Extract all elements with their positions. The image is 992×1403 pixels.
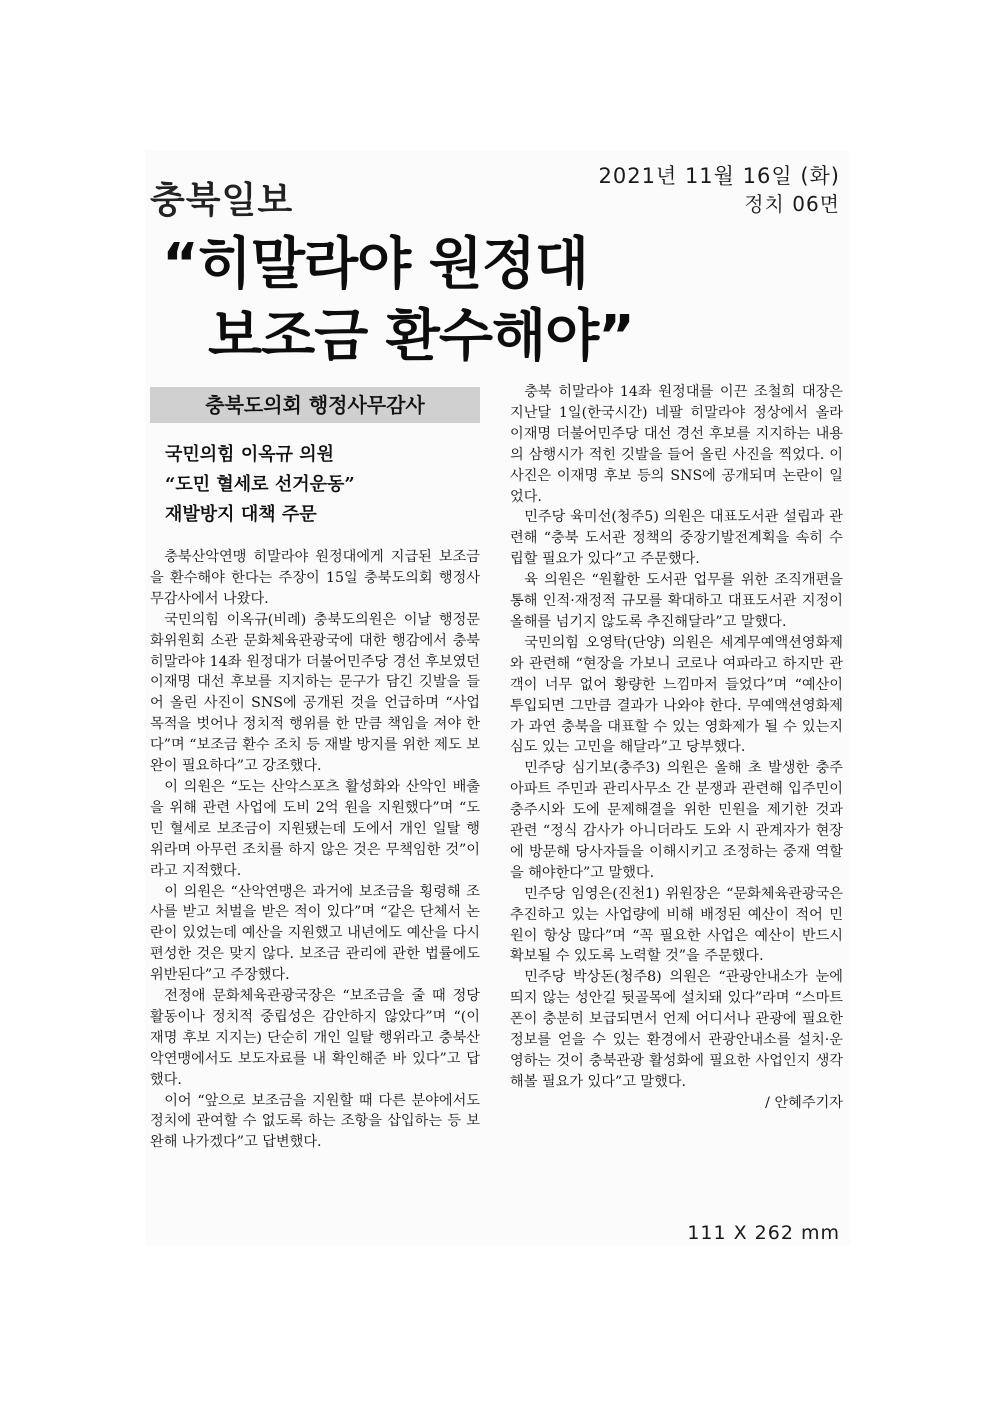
newspaper-name: 충북일보 [150,180,294,221]
paragraph: 국민의힘 이옥규(비례) 충북도의원은 이날 행정문화위원회 소관 문화체육관광국에 대한 행감에서 충북 히말라야 14좌 원정대가 더불어민주당 경선 후보였던 이재명 대선 후보를 지지하는 문구가 담긴 깃발을 들어 올린 사진이 SNS에 공개된 것을 언급하며 “사업목적을 벗어나 정치적 행위를 한 만큼 책임을 져야 한다”며 “보조금 환수 조치 등 재발 방지를 위한 제도 보완이 필요하다”고 강조했다. [150,611,480,775]
paragraph: 국민의힘 오영탁(단양) 의원은 세계무예액션영화제와 관련해 “현장을 가보니 코로나 여파라고 하지만 관객이 너무 없어 황량한 느낌마저 들었다”며 “예산이 투입되면 그만큼 결과가 나와야 한다. 무예액션영화제가 과연 충북을 대표할 수 있는 영화제가 될 수 있는지 심도 있는 고민을 해달라”고 당부했다. [510,634,843,756]
paragraph: 이어 “앞으로 보조금을 지원할 때 다른 분야에서도 정치에 관여할 수 없도록 하는 조항을 삽입하는 등 보완해 나가겠다”고 답변했다. [150,1092,480,1151]
headline-line-2: 보조금 환수해야” [208,304,634,369]
paragraph: 이 의원은 “산악연맹은 과거에 보조금을 횡령해 조사를 받고 처벌을 받은 적이 있다”며 “같은 단체서 논란이 있었는데 예산을 지원했고 내년에도 예산을 다시 편성한 것은 맞지 않다. 보조금 관리에 관한 법률에도 위반된다”고 주장했다. [150,883,480,984]
paragraph: 전정애 문화체육관광국장은 “보조금을 줄 때 정당 활동이나 정치적 중립성은 감안하지 않았다”며 “(이재명 후보 지지는) 단순히 개인 일탈 행위라고 충북산악연맹에서도 보도자료를 내 확인해준 바 있다”고 답했다. [150,988,480,1088]
headline-line-1: “히말라야 원정대 [162,232,588,297]
paragraph: 이 의원은 “도는 산악스포츠 활성화와 산악인 배출을 위해 관련 사업에 도비 2억 원을 지원했다”며 “도민 혈세로 보조금이 지원됐는데 도에서 개인 일탈 행위라며 아무런 조치를 하지 않은 것은 무책임한 것”이라고 지적했다. [150,778,480,879]
kicker-banner: 충북도의회 행정사무감사 [150,387,480,423]
paragraph: 민주당 육미선(청주5) 의원은 대표도서관 설립과 관련해 “충북 도서관 정책의 중장기발전계획을 속히 수립할 필요가 있다”고 주문했다. [510,509,843,568]
article-column-1 [150,547,480,1153]
subheadline-2: “도민 혈세로 선거운동” [165,474,355,495]
paragraph: 육 의원은 “원활한 도서관 업무를 위한 조직개편을 통해 인적·재정적 규모를 확대하고 대표도서관 지정이 올해를 넘기지 않도록 추진해달라”고 말했다. [510,572,843,630]
clip-size-label: 111 X 262 mm [687,1222,840,1244]
publication-date: 2021년 11월 16일 (화) [598,164,840,188]
article-column-2 [510,382,843,1114]
paragraph: 민주당 임영은(진천1) 위원장은 “문화체육관광국은 추진하고 있는 사업량에 비해 배정된 예산이 적어 민원이 항상 많다”며 “꼭 필요한 사업은 예산이 반드시 확보될 수 있도록 노력할 것”을 주문했다. [510,885,843,965]
subheadline-1: 국민의힘 이옥규 의원 [165,444,335,465]
paragraph: 민주당 심기보(충주3) 의원은 올해 초 발생한 충주 아파트 주민과 관리사무소 간 분쟁과 관련해 입주민이 충주시와 도에 문제해결을 위한 민원을 제기한 것과 관련 “정식 감사가 아니더라도 도와 시 관계자가 현장에 방문해 당사자들을 이해시키고 조정하는 중재 역할을 해야한다”고 말했다. [510,760,843,881]
subheadline-3: 재발방지 대책 주문 [165,504,317,525]
paragraph: 민주당 박상돈(청주8) 의원은 “관광안내소가 눈에 띄지 않는 성안길 뒷골목에 설치돼 있다”라며 “스마트폰이 충분히 보급되면서 언제 어디서나 관광에 필요한 정보를 얻을 수 있는 환경에서 관광안내소를 설치·운영하는 것이 충북관광 활성화에 필요한 사업인지 생각해볼 필요가 있다”고 말했다. [510,969,843,1090]
paragraph: 충북 히말라야 14좌 원정대를 이끈 조철희 대장은 지난달 1일(한국시간) 네팔 히말라야 정상에서 올라 이재명 더불어민주당 대선 경선 후보를 지지하는 내용의 삼행시가 적힌 깃발을 들어 올린 사진을 찍었다. 이 사진은 이재명 후보 등의 SNS에 공개되며 논란이 일었다. [510,384,843,505]
page-section: 정치 06면 [744,192,840,216]
paragraph: 충북산악연맹 히말라야 원정대에게 지급된 보조금을 환수해야 한다는 주장이 15일 충북도의회 행정사무감사에서 나왔다. [150,549,480,607]
reporter-byline: / 안혜주기자 [765,1094,843,1111]
